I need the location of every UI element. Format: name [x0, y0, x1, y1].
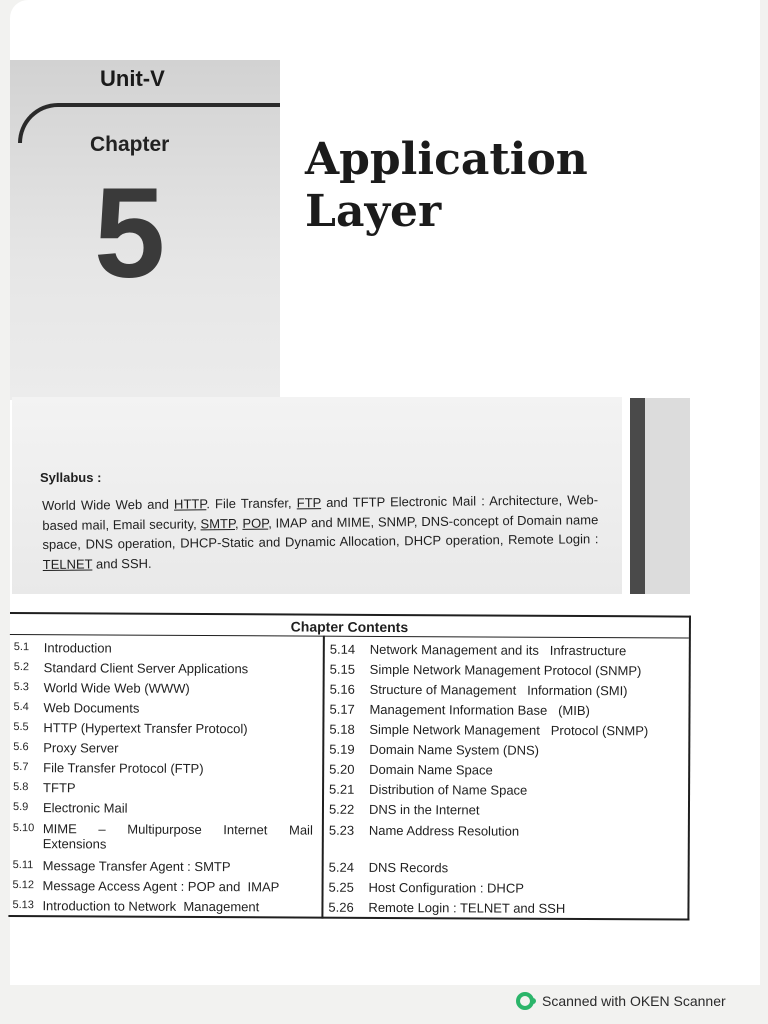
contents-item-label: Network Management and its Infrastructure [369, 641, 627, 659]
contents-item-label: Domain Name Space [369, 761, 493, 778]
syllabus-segment: , [234, 515, 243, 531]
contents-item-label: Electronic Mail [42, 800, 128, 816]
contents-item-label: Management Information Base (MIB) [369, 701, 590, 719]
contents-item-number: 5.19 [329, 741, 355, 757]
contents-item-label: Distribution of Name Space [369, 781, 528, 798]
syllabus-segment: and TFTP Electronic Mail : Architecture, Web-based mail, Email security, [42, 492, 599, 533]
syllabus-underlined: POP [242, 515, 269, 531]
contents-item-number: 5.13 [12, 899, 34, 912]
syllabus-segment: , IMAP and MIME, SNMP, DNS-concept of Domain name space, DNS operation, DHCP-Static and Dynamic Allocation, DHCP operation, Remote Login : [42, 511, 599, 552]
contents-item [14, 640, 112, 656]
contents-item [329, 722, 648, 739]
scanner-watermark-text: Scanned with OKEN Scanner [542, 993, 726, 1009]
syllabus-segment: and SSH. [92, 555, 152, 571]
contents-item-label: Web Documents [43, 700, 140, 716]
contents-title: Chapter Contents [10, 614, 689, 639]
contents-item-number: 5.20 [329, 761, 355, 777]
syllabus-underlined: HTTP [173, 496, 207, 512]
contents-item-number: 5.18 [329, 721, 355, 737]
contents-label-word: – [98, 821, 106, 837]
contents-item-number: 5.1 [13, 641, 30, 654]
contents-item [329, 782, 527, 798]
contents-item-label: Introduction to Network Management [42, 898, 260, 915]
contents-item [13, 800, 128, 816]
contents-item [14, 680, 190, 696]
contents-item-number: 5.22 [328, 801, 355, 817]
chapter-number: 5 [94, 162, 166, 305]
syllabus-side-bar-accent [630, 398, 645, 594]
scanner-watermark [516, 990, 726, 1012]
contents-item-number: 5.4 [13, 701, 29, 714]
oken-scanner-logo-icon [516, 992, 534, 1010]
contents-item [13, 780, 76, 795]
contents-item [13, 740, 118, 756]
syllabus-heading: Syllabus : [40, 470, 102, 485]
contents-label-word: Internet [223, 822, 268, 838]
contents-item [329, 702, 589, 718]
syllabus-underlined: TELNET [42, 555, 93, 572]
contents-item-number: 5.9 [12, 801, 29, 814]
contents-item-number: 5.8 [13, 781, 29, 794]
contents-item-label: Domain Name System (DNS) [369, 741, 540, 758]
contents-item-number: 5.10 [12, 822, 35, 835]
contents-item-label: Standard Client Server Applications [43, 660, 249, 677]
contents-item-label: Proxy Server [43, 740, 119, 756]
contents-item [330, 662, 642, 679]
contents-item-number: 5.17 [329, 701, 355, 717]
contents-item-label: DNS Records [368, 859, 449, 876]
chapter-contents-table [8, 612, 691, 921]
chapter-label: Chapter [90, 133, 170, 156]
contents-item-number: 5.14 [329, 641, 356, 657]
contents-label-word: Multipurpose [127, 821, 202, 838]
contents-item-label: World Wide Web (WWW) [43, 680, 190, 696]
contents-item-label: Message Access Agent : POP and IMAP [42, 878, 280, 895]
contents-item [329, 802, 480, 818]
chapter-title-line-2: Layer [305, 186, 442, 237]
contents-item [329, 860, 449, 876]
contents-item-number: 5.15 [329, 661, 356, 677]
contents-item-number: 5.12 [12, 879, 35, 892]
contents-item [329, 880, 524, 896]
contents-column-divider [321, 636, 324, 919]
contents-item-number: 5.7 [13, 761, 29, 774]
contents-item-label: TFTP [43, 780, 76, 796]
contents-label-word: Mail [288, 822, 313, 838]
contents-item-number: 5.21 [329, 781, 355, 797]
contents-item-label: File Transfer Protocol (FTP) [43, 760, 204, 777]
contents-item-label: Simple Network Management Protocol (SNMP) [369, 661, 642, 679]
contents-item-label: Introduction [43, 640, 112, 656]
contents-item-label: Message Transfer Agent : SMTP [42, 858, 231, 875]
contents-item-number: 5.3 [13, 681, 29, 694]
contents-item [14, 660, 249, 676]
contents-item-label: Simple Network Management Protocol (SNMP) [369, 721, 649, 739]
contents-item [13, 878, 280, 894]
contents-item-label: HTTP (Hypertext Transfer Protocol) [43, 720, 248, 737]
contents-item-label [43, 821, 313, 852]
syllabus-text [42, 490, 599, 574]
contents-item [13, 760, 203, 776]
contents-item-number: 5.2 [13, 661, 30, 674]
contents-item-number: 5.16 [329, 681, 355, 697]
contents-item [13, 720, 247, 736]
contents-item [329, 742, 539, 758]
contents-item [13, 858, 231, 874]
contents-item-label: Remote Login : TELNET and SSH [368, 899, 566, 916]
contents-item-number: 5.24 [328, 859, 355, 875]
contents-item [328, 900, 565, 916]
contents-item [13, 700, 139, 716]
contents-item-number: 5.23 [328, 822, 355, 838]
syllabus-segment: World Wide Web and [42, 496, 175, 513]
contents-item-number: 5.26 [328, 899, 354, 915]
unit-label: Unit-V [100, 66, 165, 91]
contents-item-label: DNS in the Internet [368, 801, 480, 818]
contents-item [330, 642, 627, 659]
chapter-title [305, 134, 588, 238]
contents-item [13, 821, 313, 853]
contents-label-continuation: Extensions [42, 836, 107, 852]
contents-item-label: Structure of Management Information (SMI) [369, 681, 628, 699]
contents-item-label: Host Configuration : DHCP [368, 879, 524, 896]
contents-item-number: 5.25 [328, 879, 354, 895]
contents-item [329, 762, 493, 778]
contents-item-label: Name Address Resolution [368, 822, 520, 839]
contents-item-number: 5.6 [13, 741, 29, 754]
contents-item [329, 823, 519, 839]
contents-item [330, 682, 628, 699]
contents-item [12, 898, 259, 914]
contents-item-number: 5.5 [13, 721, 29, 734]
syllabus-underlined: FTP [296, 495, 322, 511]
chapter-title-line-1: Application [305, 134, 588, 185]
contents-item-number: 5.11 [12, 859, 34, 872]
contents-label-word: MIME [42, 821, 77, 837]
syllabus-segment: . File Transfer, [206, 495, 297, 512]
syllabus-underlined: SMTP [200, 515, 235, 531]
